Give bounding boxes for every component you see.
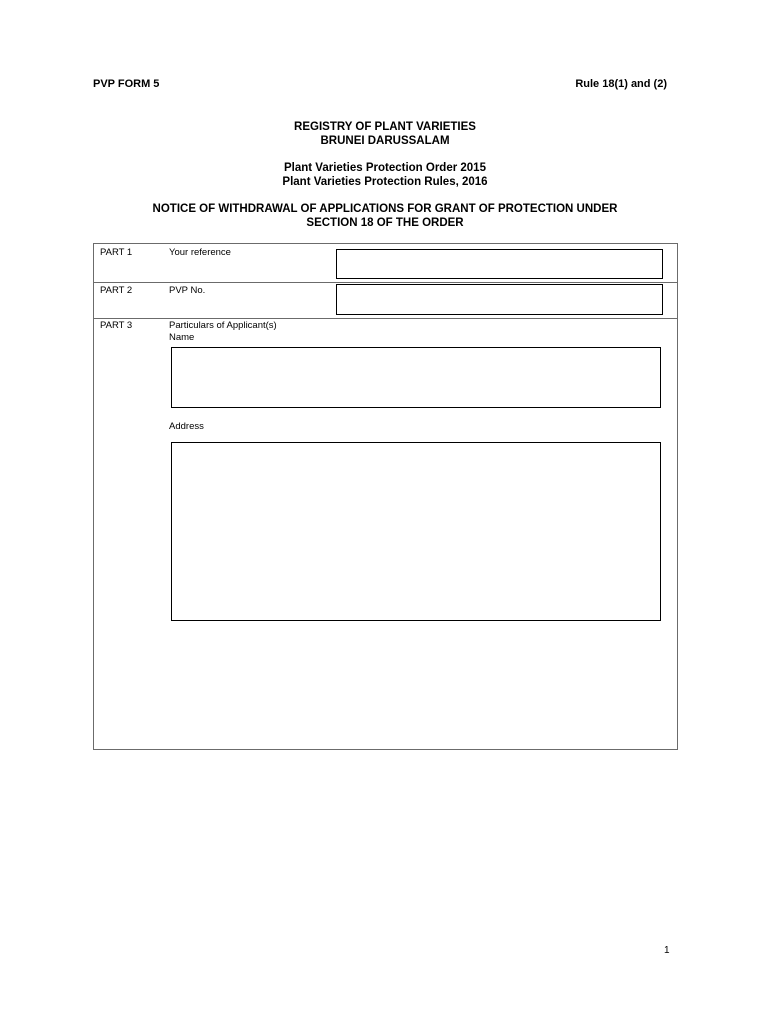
row-divider: [94, 318, 677, 319]
notice-heading-line2: SECTION 18 OF THE ORDER: [306, 217, 464, 229]
notice-heading: [0, 202, 770, 230]
registry-title: [0, 120, 770, 148]
rule-reference: Rule 18(1) and (2): [575, 78, 667, 90]
applicant-address-field[interactable]: [171, 442, 661, 621]
registry-title-line2: BRUNEI DARUSSALAM: [320, 135, 450, 147]
applicant-particulars-label: Particulars of Applicant(s): [169, 320, 277, 331]
legislation-order: Plant Varieties Protection Order 2015: [284, 162, 486, 174]
part-1-label: PART 1: [100, 247, 133, 258]
your-reference-label: Your reference: [169, 247, 231, 258]
notice-heading-line1: NOTICE OF WITHDRAWAL OF APPLICATIONS FOR GRANT OF PROTECTION UNDER: [152, 203, 618, 215]
applicant-name-field[interactable]: [171, 347, 661, 408]
your-reference-field[interactable]: [336, 249, 663, 279]
applicant-address-label: Address: [169, 421, 204, 432]
registry-title-line1: REGISTRY OF PLANT VARIETIES: [294, 121, 476, 133]
part-2-label: PART 2: [100, 285, 133, 296]
legislation-rules: Plant Varieties Protection Rules, 2016: [282, 176, 488, 188]
part-3-label: PART 3: [100, 320, 133, 331]
row-divider: [94, 282, 677, 283]
legislation-block: [0, 161, 770, 189]
applicant-name-label: Name: [169, 332, 195, 343]
form-header-id: PVP FORM 5: [93, 78, 160, 90]
pvp-no-label: PVP No.: [169, 285, 206, 296]
form-table: [93, 243, 678, 750]
page-number: 1: [664, 945, 670, 956]
pvp-no-field[interactable]: [336, 284, 663, 315]
